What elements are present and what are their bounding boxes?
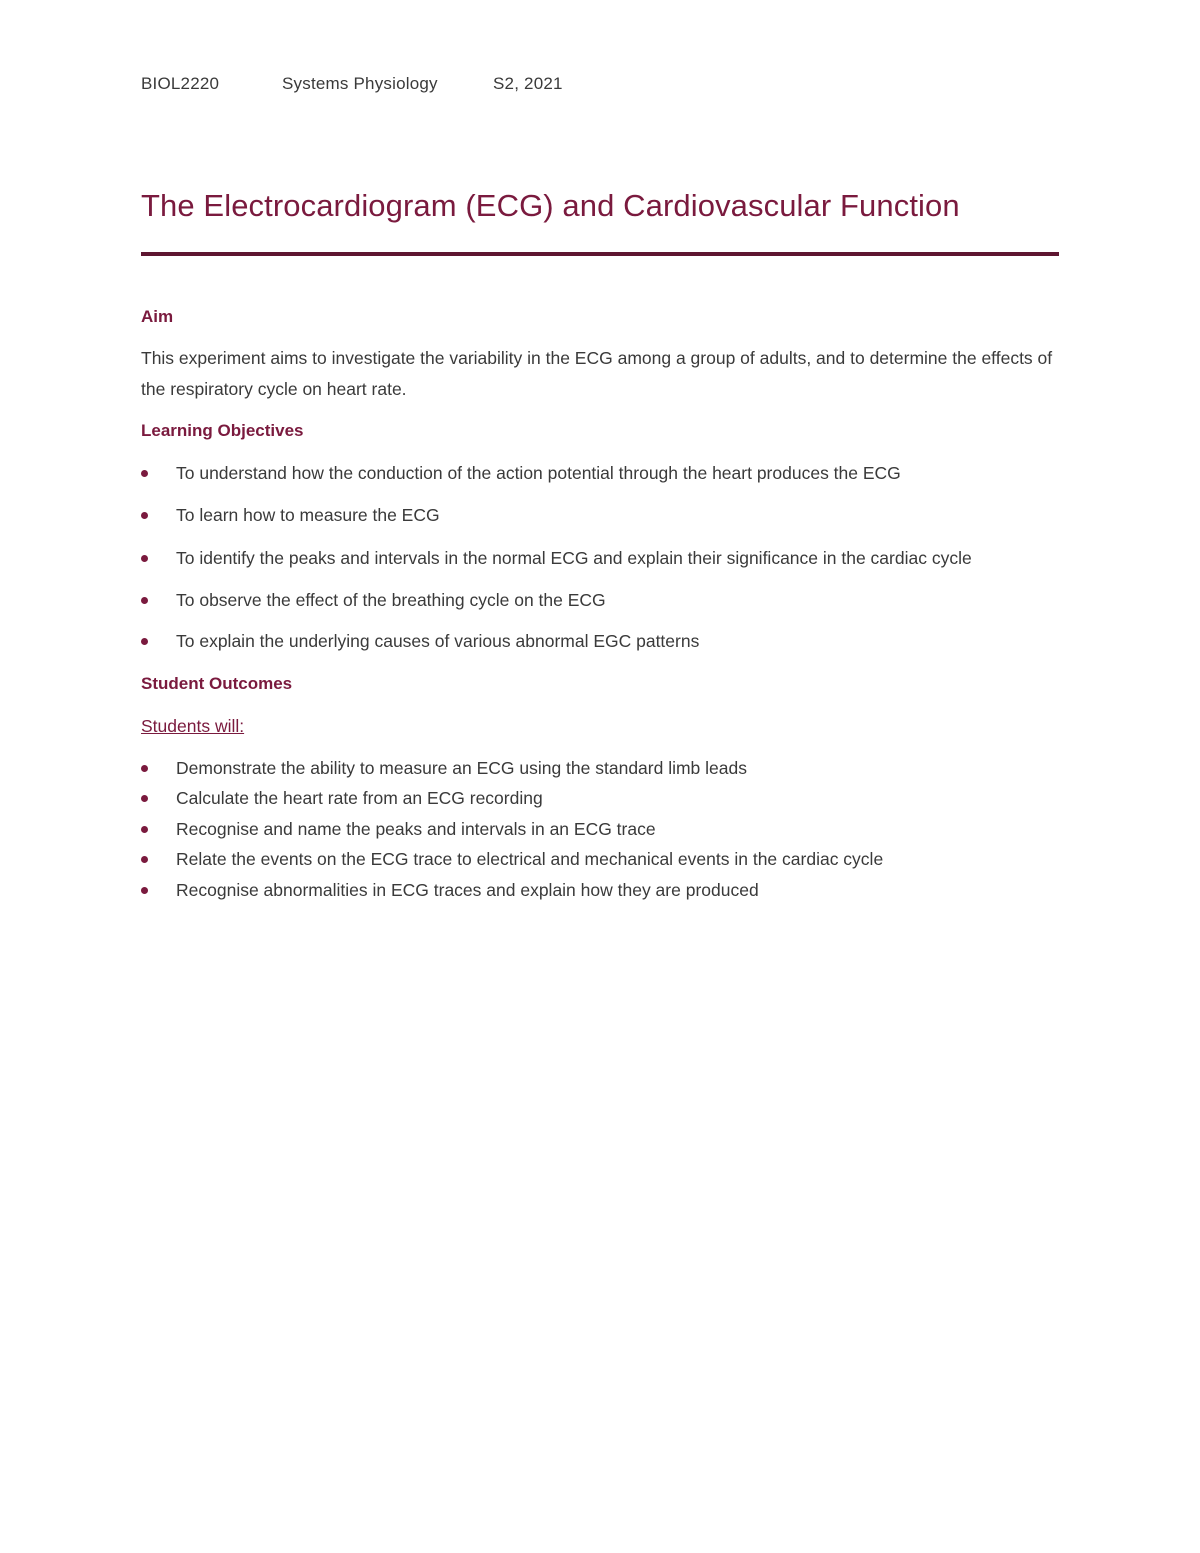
- document-title: The Electrocardiogram (ECG) and Cardiovascular Function: [141, 188, 960, 223]
- course-subject: Systems Physiology: [282, 74, 438, 93]
- bullet-icon: [141, 765, 148, 772]
- course-term: S2, 2021: [493, 74, 563, 93]
- list-item-text: Recognise abnormalities in ECG traces and explain how they are produced: [176, 880, 759, 900]
- bullet-icon: [141, 512, 148, 519]
- list-item-text: Calculate the heart rate from an ECG recording: [176, 788, 543, 808]
- title-divider: [141, 252, 1059, 256]
- list-item-text: Recognise and name the peaks and intervals in an ECG trace: [176, 819, 656, 839]
- bullet-icon: [141, 795, 148, 802]
- outcomes-subheading: Students will:: [141, 716, 245, 736]
- bullet-icon: [141, 470, 148, 477]
- bullet-icon: [141, 856, 148, 863]
- list-item-text: To observe the effect of the breathing cycle on the ECG: [176, 590, 606, 610]
- aim-heading: Aim: [141, 307, 174, 326]
- bullet-icon: [141, 555, 148, 562]
- list-item-text: Relate the events on the ECG trace to electrical and mechanical events in the cardiac cycle: [176, 849, 884, 869]
- list-item-text: To identify the peaks and intervals in the normal ECG and explain their significance in the cardiac cycle: [176, 548, 972, 568]
- aim-text: This experiment aims to investigate the variability in the ECG among a group of adults, and to determine the effects of the respiratory cycle on heart rate.: [141, 348, 1053, 399]
- course-code: BIOL2220: [141, 74, 220, 93]
- bullet-icon: [141, 887, 148, 894]
- list-item-text: To explain the underlying causes of various abnormal EGC patterns: [176, 631, 700, 651]
- bullet-icon: [141, 826, 148, 833]
- bullet-icon: [141, 597, 148, 604]
- objectives-heading: Learning Objectives: [141, 421, 304, 440]
- list-item-text: Demonstrate the ability to measure an ECG using the standard limb leads: [176, 758, 747, 778]
- outcomes-heading: Student Outcomes: [141, 674, 293, 693]
- list-item-text: To understand how the conduction of the action potential through the heart produces the ECG: [176, 463, 901, 483]
- bullet-icon: [141, 638, 148, 645]
- list-item-text: To learn how to measure the ECG: [176, 505, 440, 525]
